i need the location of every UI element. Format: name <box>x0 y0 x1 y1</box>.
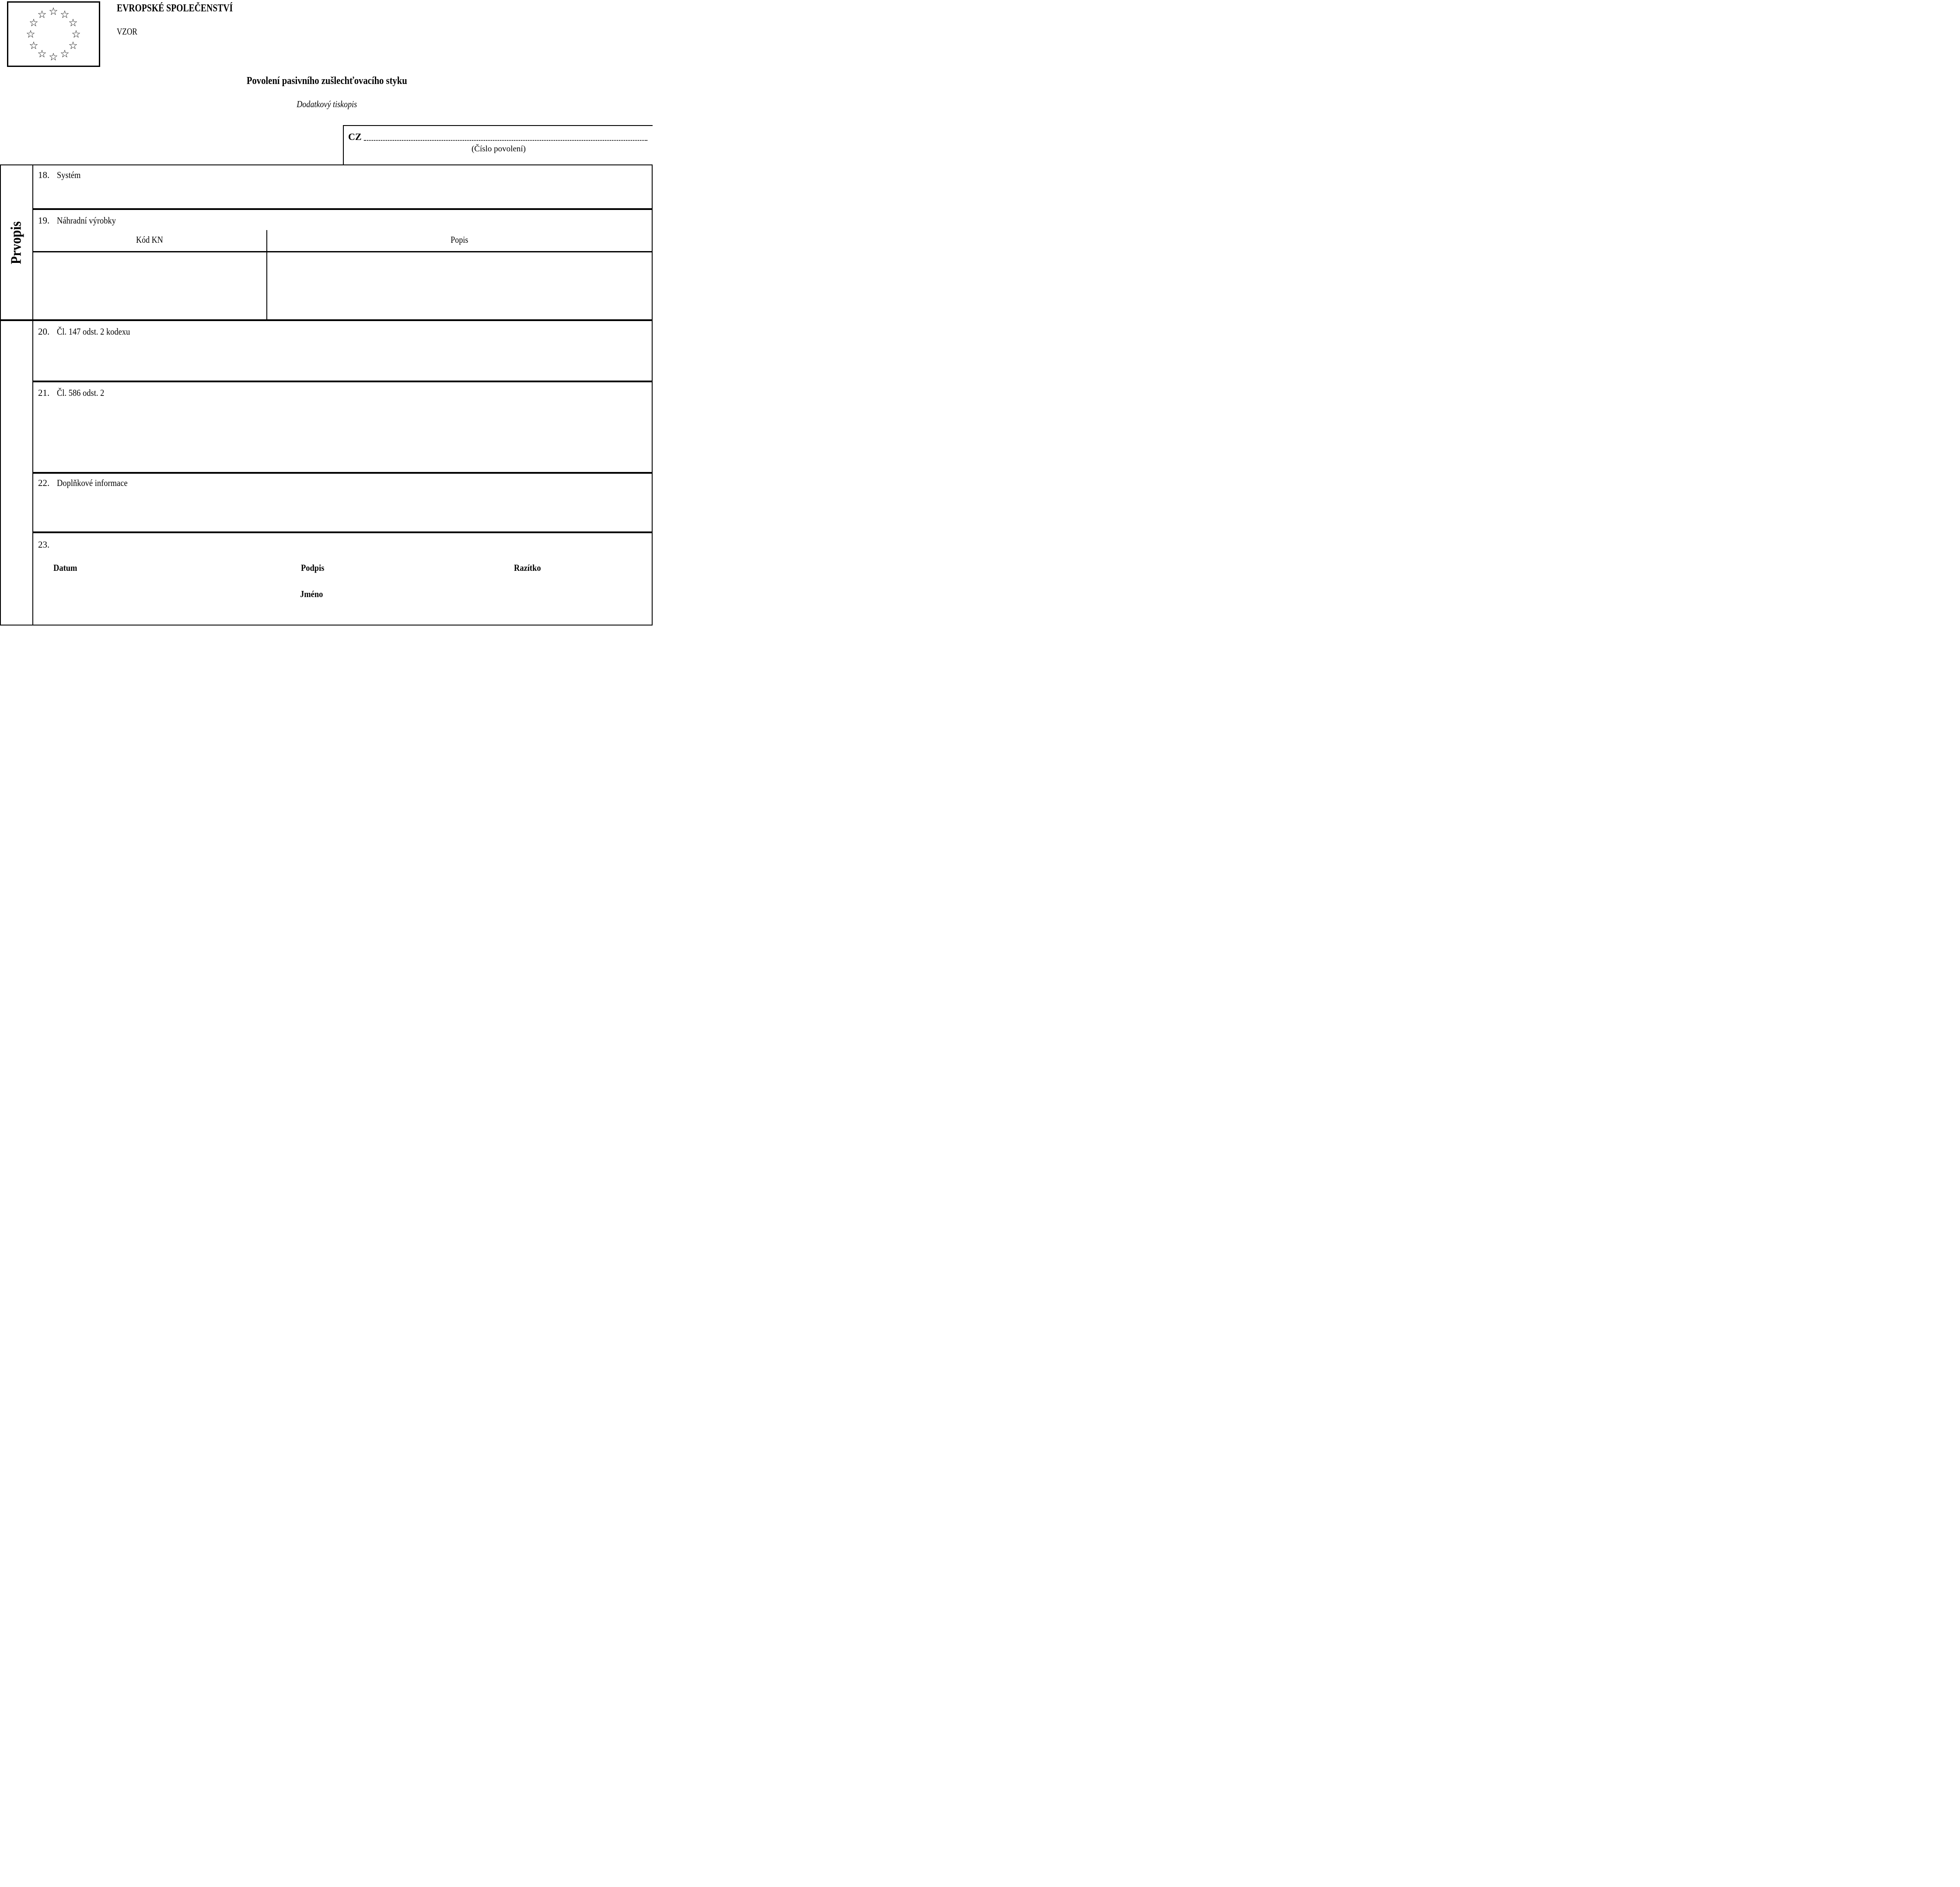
row-20-label <box>38 326 140 337</box>
star-icon: ☆ <box>37 8 47 21</box>
row18-19-divider-line <box>32 208 652 210</box>
document-page <box>0 0 653 629</box>
field-19-description-area[interactable] <box>268 253 652 318</box>
row-19-label <box>38 215 124 226</box>
row-19-number: 19. <box>38 215 50 226</box>
row-21-title: Čl. 586 odst. 2 <box>57 388 105 398</box>
column-header-kn-code-text: Kód KN <box>136 234 163 245</box>
form-title <box>0 75 653 87</box>
star-icon: ☆ <box>60 8 70 21</box>
row19-20-divider-line <box>1 319 652 321</box>
row-22-title: Doplňkové informace <box>57 478 128 488</box>
row-22-number: 22. <box>38 478 50 488</box>
name-label-text: Jméno <box>300 589 323 599</box>
subtable-header-line <box>32 251 652 252</box>
row-22-label <box>38 478 137 489</box>
stamp-label <box>514 563 545 573</box>
community-heading-text: EVROPSKÉ SPOLEČENSTVÍ <box>117 3 233 14</box>
row-23-label <box>38 539 57 550</box>
field-23-area[interactable] <box>33 603 652 624</box>
date-label-text: Datum <box>53 563 77 573</box>
authorization-number-box <box>343 125 653 164</box>
row22-23-divider-line <box>32 531 652 533</box>
row-21-number: 21. <box>38 388 50 398</box>
eu-flag <box>7 1 100 67</box>
row-20-number: 20. <box>38 326 50 337</box>
copy-designation-cell <box>1 165 32 320</box>
row-19-title: Náhradní výrobky <box>57 215 116 226</box>
column-header-description-text: Popis <box>451 234 468 245</box>
row-21-label <box>38 388 111 398</box>
row-20-title: Čl. 147 odst. 2 kodexu <box>57 326 130 337</box>
authorization-number-field[interactable] <box>364 140 647 141</box>
field-22-area[interactable] <box>33 493 652 531</box>
form-subtitle-text: Dodatkový tiskopis <box>297 99 357 109</box>
signature-label <box>301 563 328 573</box>
field-20-area[interactable] <box>33 341 652 380</box>
star-icon: ☆ <box>29 17 38 29</box>
form-subtitle <box>0 99 653 110</box>
row-18-number: 18. <box>38 170 50 180</box>
country-code-label: CZ <box>348 131 362 142</box>
row21-22-divider-line <box>32 472 652 474</box>
row-18-label <box>38 170 84 181</box>
authorization-number-caption: (Číslo povolení) <box>471 144 526 154</box>
stamp-label-text: Razítko <box>514 563 541 573</box>
star-icon: ☆ <box>26 28 35 40</box>
authorization-number-row <box>348 130 649 142</box>
specimen-label <box>117 26 142 37</box>
column-header-description <box>267 234 652 245</box>
date-label <box>53 563 80 573</box>
star-icon: ☆ <box>71 28 81 40</box>
star-icon: ☆ <box>68 17 78 29</box>
specimen-label-text: VZOR <box>117 26 137 37</box>
form-title-text: Povolení pasivního zušlechťovacího styku <box>246 75 407 87</box>
copy-designation-label: Prvopis <box>8 221 25 265</box>
column-header-kn-code <box>32 234 266 245</box>
field-19-kn-code-area[interactable] <box>33 253 266 318</box>
name-label <box>300 589 326 600</box>
signature-label-text: Podpis <box>301 563 325 573</box>
community-heading <box>117 3 258 14</box>
form-table <box>0 164 653 626</box>
row-23-number: 23. <box>38 539 50 550</box>
row20-21-divider-line <box>32 381 652 382</box>
star-icon: ☆ <box>60 48 70 60</box>
field-18-system-area[interactable] <box>33 185 652 207</box>
star-icon: ☆ <box>37 48 47 60</box>
field-21-area[interactable] <box>33 402 652 471</box>
star-icon: ☆ <box>49 5 58 17</box>
row-18-title: Systém <box>57 170 81 180</box>
star-icon: ☆ <box>49 51 58 63</box>
star-icon: ☆ <box>29 39 38 52</box>
star-icon: ☆ <box>68 39 78 52</box>
